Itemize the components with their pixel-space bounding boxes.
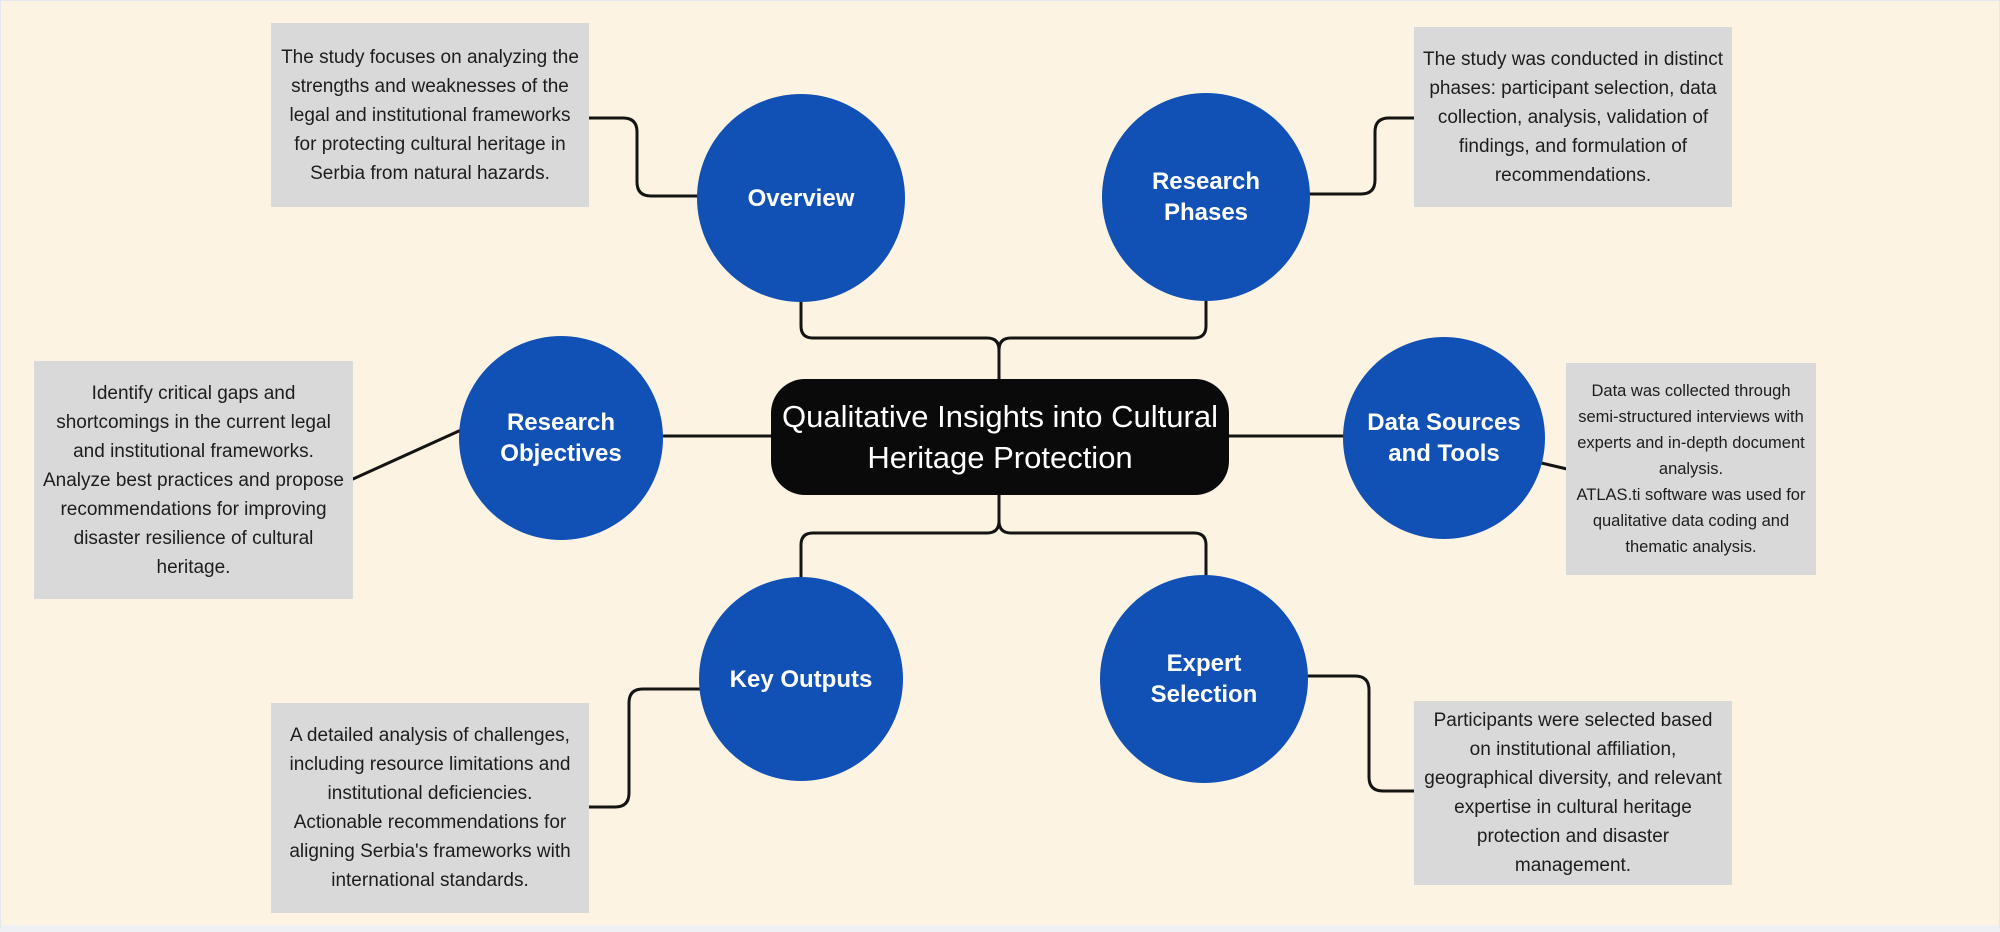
connector-expert-selection-note <box>1308 676 1414 791</box>
note-data-sources-and-tools <box>1566 363 1816 575</box>
note-key-outputs <box>271 703 589 913</box>
node-key-outputs-label: Key Outputs <box>729 665 873 693</box>
node-overview <box>697 94 905 302</box>
central-topic-label: Qualitative Insights into Cultural Heritage Protection <box>782 399 1218 475</box>
central-topic <box>771 379 1229 495</box>
connector-research-phases-note <box>1310 118 1414 194</box>
note-expert-selection <box>1414 701 1732 885</box>
node-research-phases <box>1102 93 1310 301</box>
note-research-phases <box>1414 27 1732 207</box>
note-research-phases-text: The study was conducted in distinct phases: participant selection, data collection, analysis, validation of findings, and formulation of recommendations. <box>1423 48 1723 186</box>
note-overview <box>271 23 589 207</box>
note-data-sources-text-1: Data was collected through semi-structured interviews with experts and in-depth document analysis. <box>1577 382 1805 478</box>
connector-center-to-key-outputs <box>801 495 999 579</box>
node-research-phases-label: Research Phases <box>1151 168 1261 226</box>
connector-overview-note <box>589 118 701 196</box>
note-expert-selection-text: Participants were selected based on institutional affiliation, geographical diversity, and relevant expertise in cultural heritage protection and disaster management. <box>1424 710 1722 876</box>
node-key-outputs <box>699 577 903 781</box>
node-research-objectives <box>459 336 663 540</box>
node-data-sources-label: Data Sources and Tools <box>1367 409 1521 467</box>
note-data-sources-text-2: ATLAS.ti software was used for qualitative data coding and thematic analysis. <box>1576 486 1806 556</box>
connector-key-outputs-note <box>589 689 703 807</box>
node-data-sources-and-tools <box>1343 337 1545 539</box>
connector-center-to-expert-selection <box>999 495 1206 577</box>
connector-center-to-overview <box>801 302 999 381</box>
note-key-outputs-text-1: A detailed analysis of challenges, including resource limitations and institutional deficiencies. <box>289 725 571 804</box>
node-research-objectives-label: Research Objectives <box>500 409 622 467</box>
note-research-objectives-text-1: Identify critical gaps and shortcomings in the current legal and institutional frameworks. <box>56 382 331 462</box>
note-research-objectives-text-2: Analyze best practices and propose recommendations for improving disaster resilience of cultural heritage. <box>42 469 344 578</box>
note-overview-text: The study focuses on analyzing the strengths and weaknesses of the legal and institutional frameworks for protecting cultural heritage in Serbia from natural hazards. <box>281 46 579 184</box>
note-key-outputs-text-2: Actionable recommendations for aligning Serbia's frameworks with international standards. <box>289 812 571 891</box>
connector-center-to-research-phases <box>999 301 1206 381</box>
node-expert-selection-label: Expert Selection <box>1150 650 1258 708</box>
node-expert-selection <box>1100 575 1308 783</box>
node-overview-label: Overview <box>747 184 855 212</box>
note-research-objectives <box>34 361 353 599</box>
